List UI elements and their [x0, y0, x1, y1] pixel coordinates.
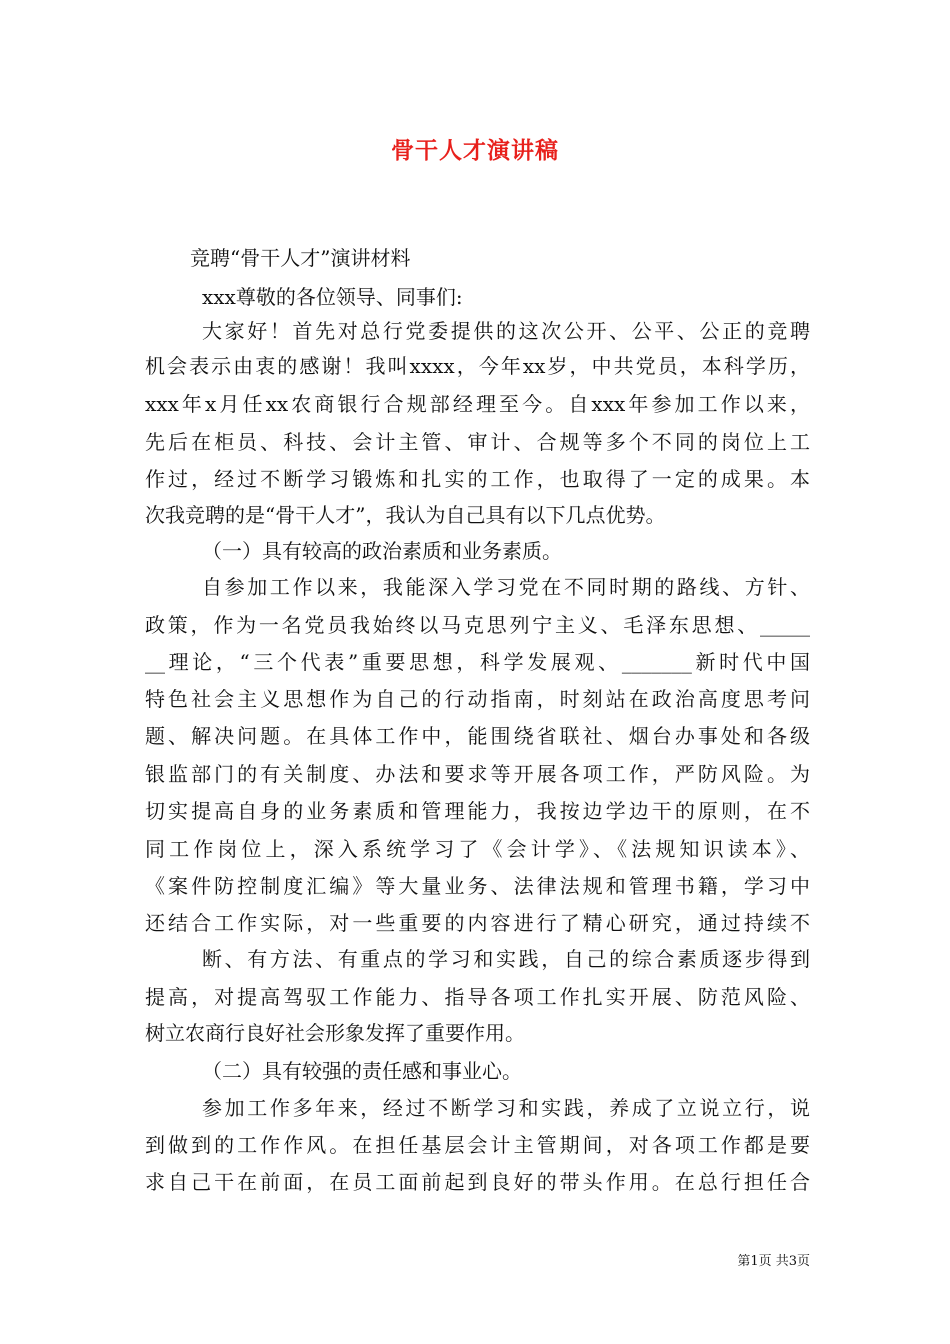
salutation-line: xxx尊敬的各位领导、同事们:: [202, 285, 463, 309]
body-line: 求自己干在前面，在员工面前起到良好的带头作用。在总行担任合: [145, 1170, 810, 1194]
body-line: 特色社会主义思想作为自己的行动指南，时刻站在政治高度思考问: [145, 687, 810, 711]
body-line: 《案件防控制度汇编》等大量业务、法律法规和管理书籍，学习中: [145, 874, 810, 898]
body-line: 大家好！首先对总行党委提供的这次公开、公平、公正的竞聘: [202, 319, 810, 343]
body-line: 到做到的工作作风。在担任基层会计主管期间，对各项工作都是要: [145, 1133, 810, 1157]
body-line: 自参加工作以来，我能深入学习党在不同时期的路线、方针、: [202, 575, 810, 599]
body-line: 断、有方法、有重点的学习和实践，自己的综合素质逐步得到: [202, 947, 810, 971]
body-line: 切实提高自身的业务素质和管理能力，我按边学边干的原则，在不: [145, 799, 810, 823]
body-line: 提高，对提高驾驭工作能力、指导各项工作扎实开展、防范风险、: [145, 985, 810, 1009]
section-heading-2: （二）具有较强的责任感和事业心。: [202, 1059, 522, 1083]
body-line: __理论，“三个代表”重要思想，科学发展观、_______新时代中国: [145, 650, 810, 674]
section-heading-1: （一）具有较高的政治素质和业务素质。: [202, 539, 562, 563]
body-line: xxx年x月任xx农商银行合规部经理至今。自xxx年参加工作以来，: [145, 392, 810, 416]
body-line: 参加工作多年来，经过不断学习和实践，养成了立说立行，说: [202, 1096, 810, 1120]
body-line: 先后在柜员、科技、会计主管、审计、合规等多个不同的岗位上工: [145, 430, 810, 454]
page-number: 第1页 共3页: [737, 1254, 810, 1269]
body-line: 银监部门的有关制度、办法和要求等开展各项工作，严防风险。为: [145, 762, 810, 786]
subtitle-line: 竞聘“骨干人才”演讲材料: [190, 246, 411, 270]
body-line: 题、解决问题。在具体工作中，能围绕省联社、烟台办事处和各级: [145, 724, 810, 748]
body-line: 次我竞聘的是“骨干人才”，我认为自己具有以下几点优势。: [145, 503, 666, 527]
body-line: 还结合工作实际，对一些重要的内容进行了精心研究，通过持续不: [145, 911, 810, 935]
body-line: 作过，经过不断学习锻炼和扎实的工作，也取得了一定的成果。本: [145, 467, 810, 491]
body-line: 同工作岗位上，深入系统学习了《会计学》、《法规知识读本》、: [145, 837, 810, 861]
document-title: 骨干人才演讲稿: [391, 137, 559, 164]
body-line: 机会表示由衷的感谢！我叫xxxx，今年xx岁，中共党员，本科学历，: [145, 354, 810, 378]
body-line: 政策，作为一名党员我始终以马克思列宁主义、毛泽东思想、_____: [145, 613, 810, 637]
body-line: 树立农商行良好社会形象发挥了重要作用。: [145, 1021, 525, 1045]
